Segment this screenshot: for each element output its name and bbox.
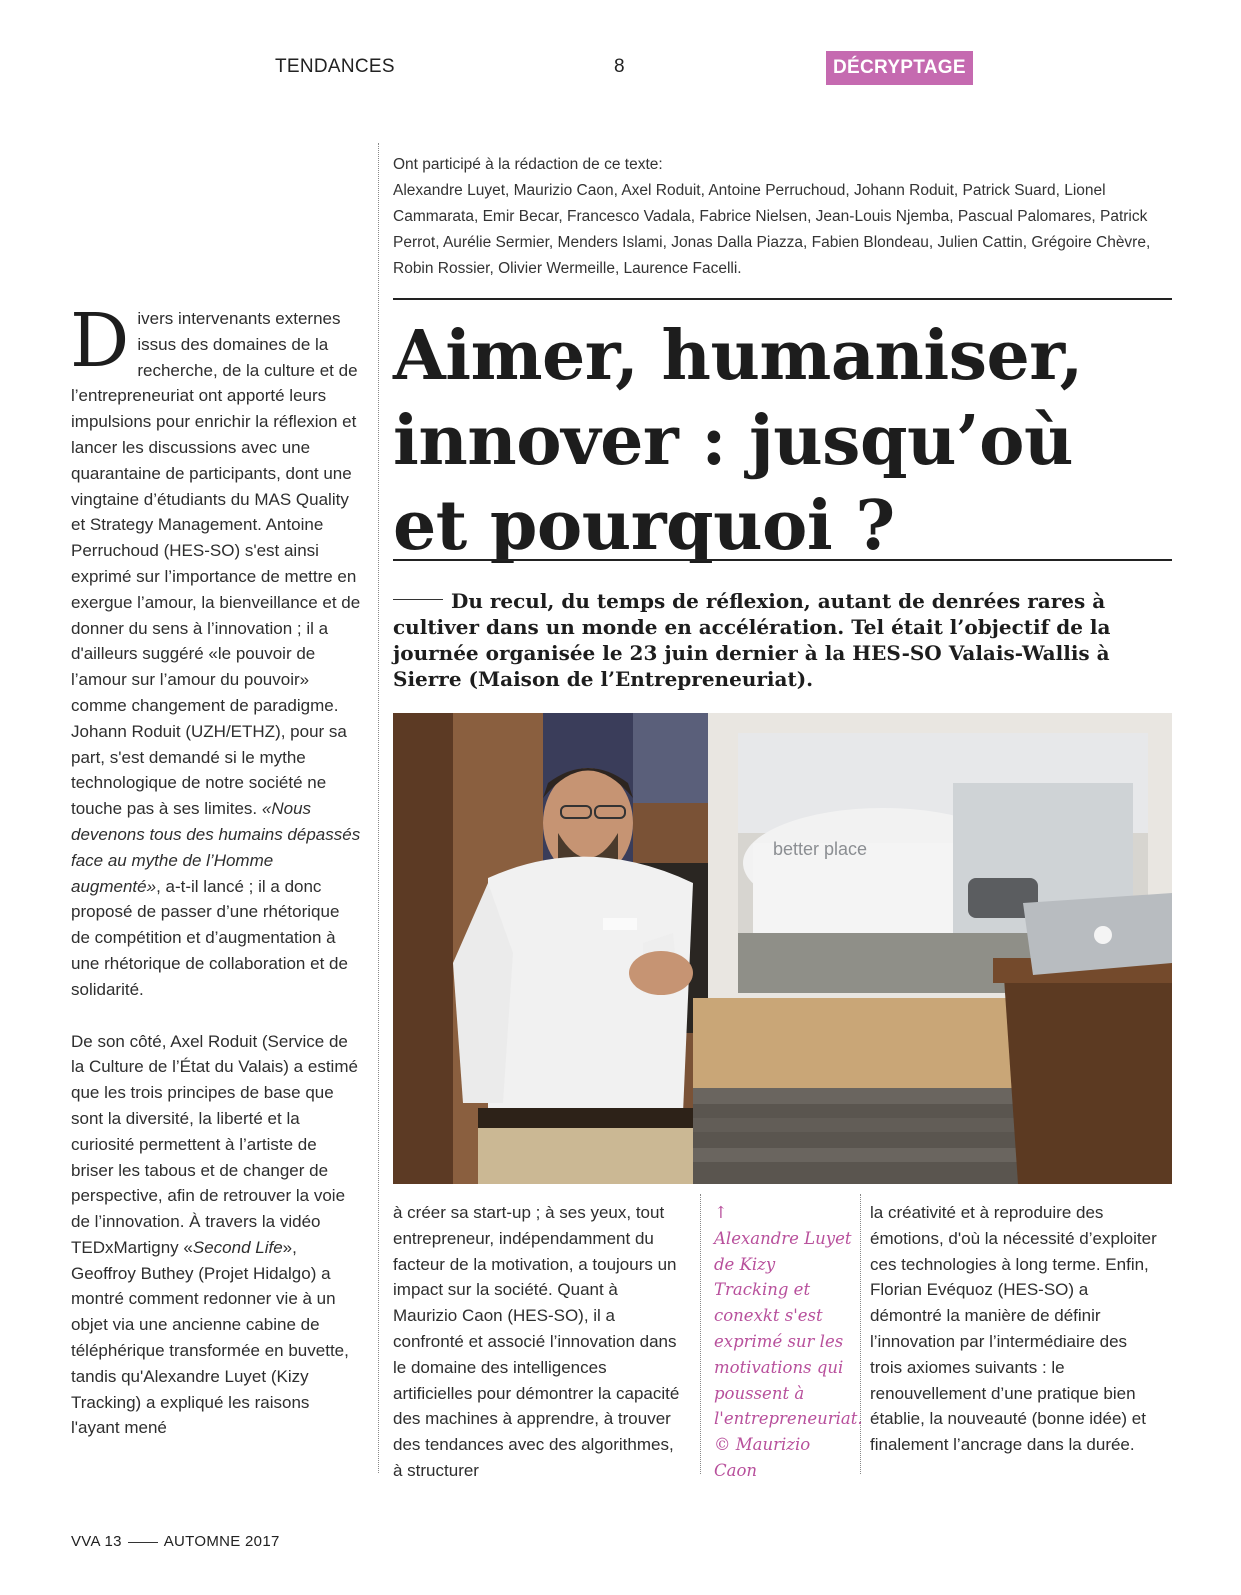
paragraph	[70, 298, 361, 1003]
photo-credit: © Maurizio Caon	[714, 1435, 811, 1480]
category-tag: DÉCRYPTAGE	[826, 51, 973, 85]
body-column-middle: à créer sa start-up ; à ses yeux, tout entrepreneur, indépendamment du facteur de la motivation, a toujours un impact sur la société. Quant à Maurizio Caon (HES-SO), il a confronté et associé l’innovation dans le domaine des intelligences artificielles pour démontrer la capacité des machines à apprendre, à trouver des tendances avec des algorithmes, à structurer	[393, 1203, 680, 1480]
headline	[393, 314, 1173, 569]
paragraph-text: , a-t-il lancé ; il a donc proposé de passer d’une rhétorique de compétition et d’augmentation à une rhétorique de collaboration et de solidarité.	[71, 876, 348, 999]
lead-dash	[393, 599, 443, 600]
section-label: TENDANCES	[275, 56, 395, 77]
quote: «Nous devenons tous des humains dépassés face au mythe de l’Homme augmenté»	[71, 799, 361, 896]
headline-rule-top	[393, 298, 1172, 300]
lead-paragraph	[393, 588, 1178, 692]
paragraph-text: ivers intervenants externes issus des domaines de la recherche, de la culture et de l’entrepreneuriat ont apporté leurs impulsions pour enrichir la réflexion et lancer les discussions avec une quarantaine de participants, dont une vingtaine d’étudiants du MAS Quality et Strategy Management. Antoine Perruchoud (HES-SO) s'est ainsi exprimé sur l’importance de mettre en exergue l’amour, la bienveillance et de donner du sens à l’innovation ; il a d'ailleurs suggéré «le pouvoir de l’amour sur l’amour du pouvoir» comme changement de paradigme. Johann Roduit (UZH/ETHZ), pour sa part, s'est demandé si le mythe technologique de notre société ne touche pas à ses limites.	[71, 309, 361, 819]
screen-logo-text: better place	[773, 839, 868, 859]
body-column-left	[70, 298, 361, 1441]
lead-text: Du recul, du temps de réflexion, autant de denrées rares à cultiver dans un monde en accélération. Tel était l’objectif de la journée organisée le 23 juin dernier à la HES-SO Valais-Wallis à Sierre (Maison de l’Entrepreneuriat).	[393, 589, 1111, 691]
caption-text: Alexandre Luyet de Kizy Tracking et conexkt s'est exprimé sur les motivations qui poussent à l'entrepreneuriat.	[714, 1228, 863, 1429]
column-divider	[700, 1194, 701, 1474]
contributors-names: Alexandre Luyet, Maurizio Caon, Axel Roduit, Antoine Perruchoud, Johann Roduit, Patrick Suard, Lionel Cammarata, Emir Becar, Francesco Vadala, Fabrice Nielsen, Jean-Louis Njemba, Pascual Palomares, Patrick Perrot, Aurélie Sermier, Menders Islami, Jonas Dalla Piazza, Fabien Blondeau, Julien Cattin, Grégoire Chèvre, Robin Rossier, Olivier Wermeille, Laurence Facelli.	[393, 182, 1151, 277]
season-label: AUTOMNE 2017	[163, 1533, 280, 1550]
body-column-right: la créativité et à reproduire des émotions, d'où la nécessité d’exploiter ces technologies à long terme. Enfin, Florian Evéquoz (HES-SO) a démontré la manière de définir l’innovation par l’intermédiaire des trois axiomes suivants : le renouvellement d’une pratique bien établie, la nouveauté (bonne idée) et finalement l’ancrage dans la durée.	[870, 1203, 1157, 1455]
column-divider	[378, 143, 379, 1473]
page-footer	[71, 1533, 280, 1550]
headline-rule-bottom	[393, 559, 1172, 561]
issue-label: VVA 13	[71, 1533, 122, 1550]
photo-illustration	[393, 713, 1172, 1184]
contributors-block	[393, 152, 1173, 282]
column-divider	[860, 1194, 861, 1474]
headline-line: innover : jusqu’où	[393, 401, 1073, 481]
paragraph-text: », Geoffroy Buthey (Projet Hidalgo) a montré comment redonner vie à un objet via une ancienne cabine de téléphérique transformée en buvette, tandis qu'Alexandre Luyet (Kizy Tracking) a expliqué les raisons l'ayant mené	[71, 1237, 349, 1438]
video-title: Second Life	[192, 1237, 283, 1257]
page-number: 8	[614, 56, 625, 77]
photo-caption	[714, 1200, 863, 1484]
footer-dash	[128, 1542, 158, 1543]
article-photo	[393, 713, 1172, 1184]
headline-line: et pourquoi ?	[393, 486, 895, 566]
paragraph	[71, 1029, 361, 1442]
paragraph-text: De son côté, Axel Roduit (Service de la Culture de l’État du Valais) a estimé que les trois principes de base que sont la diversité, la liberté et la curiosité permettent à l’artiste de briser les tabous et de changer de perspective, afin de retrouver la voie de l’innovation. À travers la vidéo TEDxMartigny «	[71, 1031, 358, 1257]
contributors-intro: Ont participé à la rédaction de ce texte:	[393, 156, 663, 173]
headline-line: Aimer, humaniser,	[393, 316, 1083, 396]
up-arrow-icon: ↑	[714, 1203, 728, 1222]
drop-cap: D	[70, 298, 130, 384]
